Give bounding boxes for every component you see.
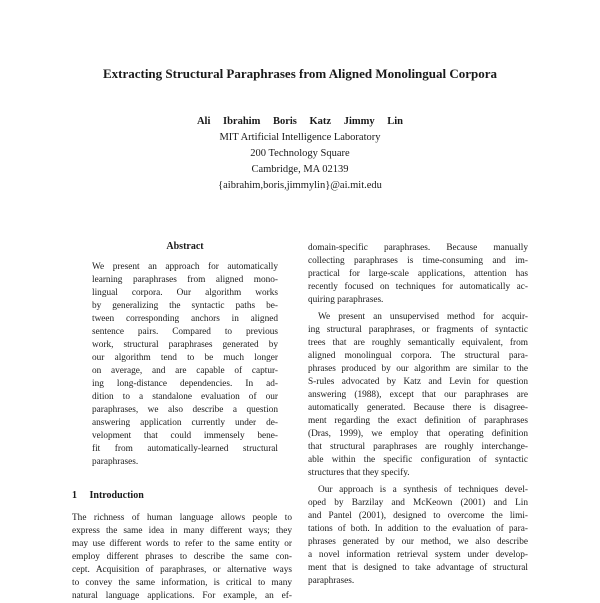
body-line: structures that they specify. xyxy=(308,468,410,478)
body-line: ment regarding the exact definition of paraphrases xyxy=(308,416,528,426)
body-line: able within the specific configuration of syntactic xyxy=(308,455,528,465)
paragraph-continuation xyxy=(308,242,528,307)
body-line: trees that are roughly semantically equivalent, from xyxy=(308,338,528,348)
intro-line: express the same idea in many different ways; they xyxy=(72,526,292,536)
introduction-heading: 1 Introduction xyxy=(72,490,144,501)
body-line: and Pantel (2001), designed to overcome the limi- xyxy=(308,511,528,521)
body-line: phrases generated by our method, we also describe xyxy=(308,537,528,547)
abstract-line: sentence pairs. Compared to previous xyxy=(92,327,278,337)
intro-line: The richness of human language allows people to xyxy=(72,513,292,523)
abstract-line: learning paraphrases from aligned mono- xyxy=(92,275,278,285)
abstract-line: on average, and are capable of captur- xyxy=(92,366,278,376)
affiliation-street: 200 Technology Square xyxy=(250,148,350,159)
body-line: quiring paraphrases. xyxy=(308,295,384,305)
abstract-heading: Abstract xyxy=(166,241,204,252)
abstract-line: ing long-distance dependencies. In ad- xyxy=(92,379,278,389)
body-line: (Dras, 1999), we employ that operating definition xyxy=(308,429,528,439)
body-line: automatically generated. Because there is disagree- xyxy=(308,403,528,413)
abstract-line: our algorithm tend to be much longer xyxy=(92,353,278,363)
body-line: aligned monolingual corpora. The structural para- xyxy=(308,351,528,361)
body-line: answering (1988), except that our paraphrases are xyxy=(308,390,528,400)
body-line: phrases produced by our algorithm are similar to the xyxy=(308,364,528,374)
abstract-line: paraphrases. xyxy=(92,457,139,467)
abstract-section xyxy=(92,240,278,469)
abstract-line: velopment that could immensely bene- xyxy=(92,431,278,441)
body-line: tations of both. In addition to the evaluation of para- xyxy=(308,524,528,534)
abstract-line: tween corresponding anchors in aligned xyxy=(92,314,278,324)
author-emails: {aibrahim,boris,jimmylin}@ai.mit.edu xyxy=(218,180,382,191)
introduction-section xyxy=(72,512,292,603)
affiliation-city: Cambridge, MA 02139 xyxy=(251,164,349,175)
paragraph-approach xyxy=(308,484,528,588)
intro-line: may use different words to refer to the same entity or xyxy=(72,539,292,549)
body-line: recently focused on techniques for automatically ac- xyxy=(308,282,528,292)
abstract-line: We present an approach for automatically xyxy=(92,262,278,272)
intro-line: natural language applications. For example, an ef- xyxy=(72,591,292,601)
intro-line: to convey the same information, is critical to many xyxy=(72,578,292,588)
abstract-line: dition to a standalone evaluation of our xyxy=(92,392,278,402)
body-line: paraphrases. xyxy=(308,576,355,586)
paragraph-method xyxy=(308,311,528,480)
author-block xyxy=(0,114,600,194)
body-line: ment that is designed to take advantage of structural xyxy=(308,563,528,573)
paper-title: Extracting Structural Paraphrases from Aligned Monolingual Corpora xyxy=(102,66,498,81)
intro-line: cept. Acquisition of paraphrases, or alternative ways xyxy=(72,565,292,575)
author-names: Ali Ibrahim Boris Katz Jimmy Lin xyxy=(196,116,404,127)
body-line: ing structural paraphrases, or fragments of syntactic xyxy=(308,325,528,335)
affiliation-lab: MIT Artificial Intelligence Laboratory xyxy=(219,132,381,143)
body-line: We present an unsupervised method for acquir- xyxy=(318,312,528,322)
body-line: that structural paraphrases are roughly interchange- xyxy=(308,442,528,452)
body-line: oped by Barzilay and McKeown (2001) and Lin xyxy=(308,498,528,508)
intro-line: employ different phrases to describe the same con- xyxy=(72,552,292,562)
abstract-line: paraphrases, we also describe a question xyxy=(92,405,278,415)
body-line: collecting paraphrases is time-consuming and im- xyxy=(308,256,528,266)
body-line: S-rules advocated by Katz and Levin for question xyxy=(308,377,528,387)
body-line: a novel information retrieval system under develop- xyxy=(308,550,528,560)
body-line: domain-specific paraphrases. Because manually xyxy=(308,243,528,253)
right-column xyxy=(308,242,528,588)
abstract-line: answering application currently under de- xyxy=(92,418,278,428)
abstract-line: work, structural paraphrases generated by xyxy=(92,340,278,350)
abstract-line: by generalizing the syntactic paths be- xyxy=(92,301,278,311)
body-line: Our approach is a synthesis of techniques devel- xyxy=(318,485,528,495)
abstract-line: fit from automatically-learned structural xyxy=(92,444,278,454)
abstract-body xyxy=(92,261,278,469)
abstract-line: lingual corpora. Our algorithm works xyxy=(92,288,278,298)
introduction-body xyxy=(72,512,292,603)
body-line: practical for large-scale applications, attention has xyxy=(308,269,528,279)
